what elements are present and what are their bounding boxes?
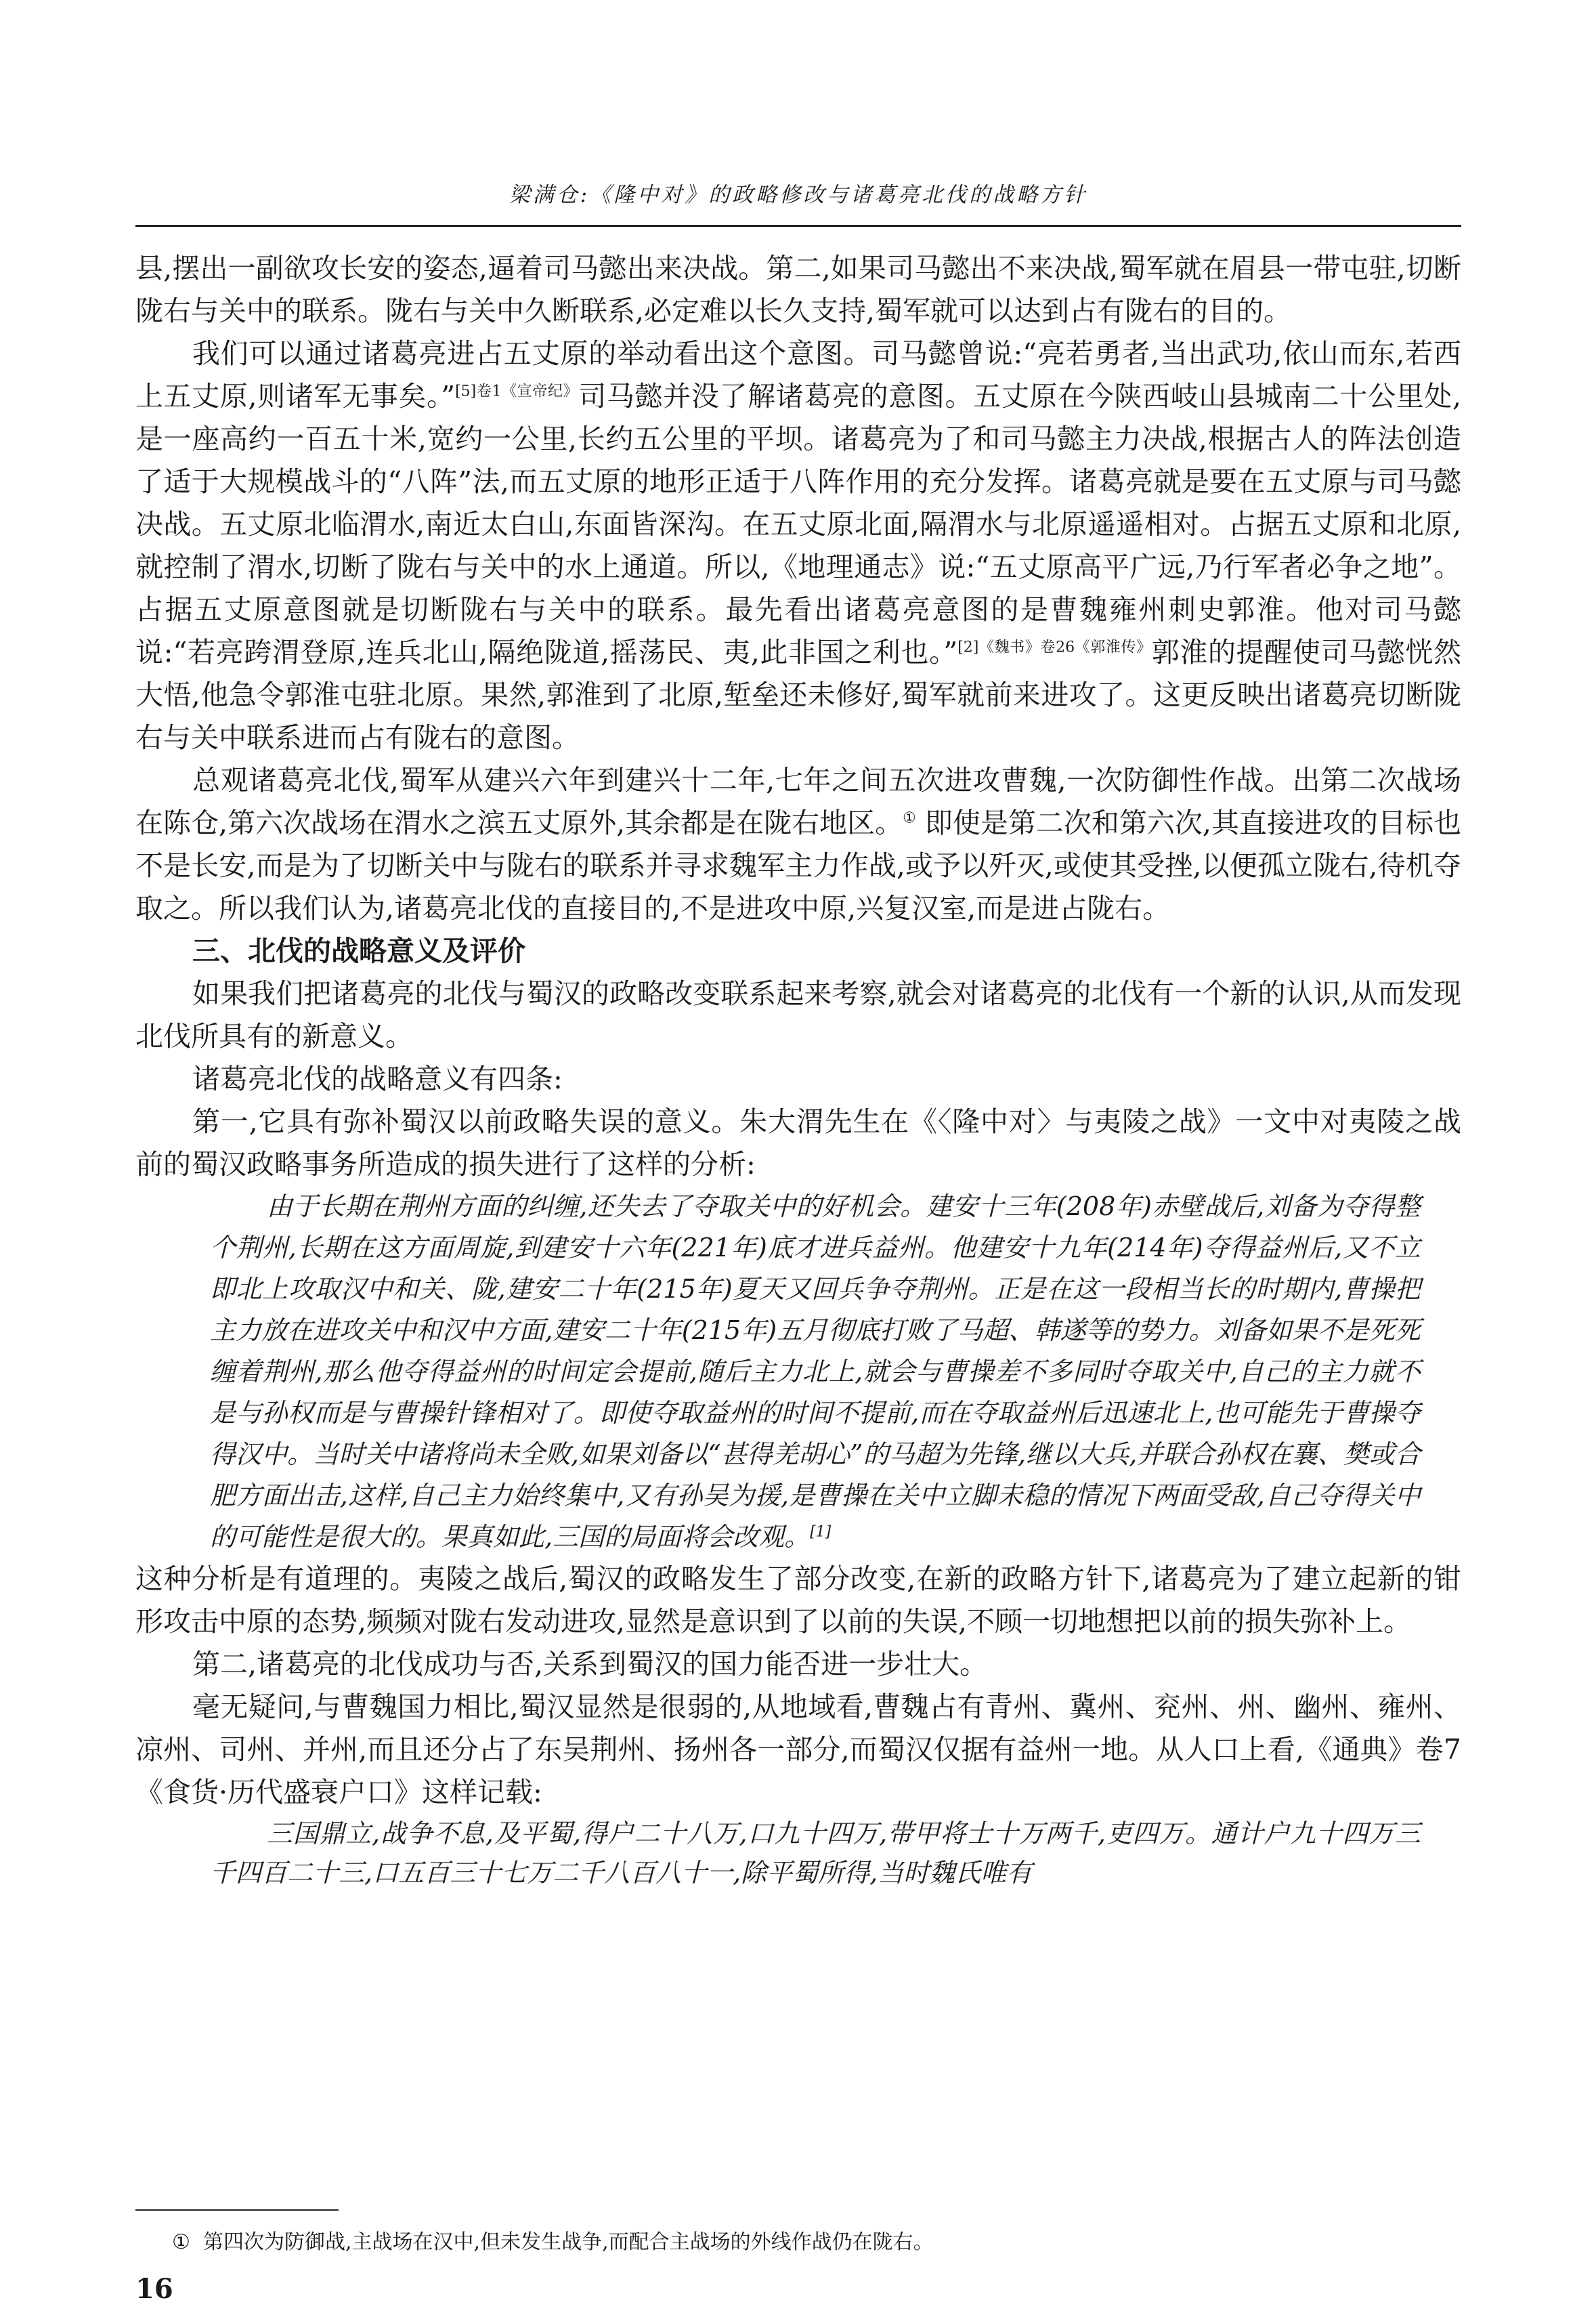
footnote-text: 第四次为防御战,主战场在汉中,但未发生战争,而配合主战场的外线作战仍在陇右。	[203, 2230, 934, 2254]
footnote-mark: ①	[172, 2230, 190, 2254]
paragraph-2-text-b: 司马懿并没了解诸葛亮的意图。五丈原在今陕西岐山县城南二十公里处,是一座高约一百五十米,宽约一公里,长约五公里的平坝。诸葛亮为了和司马懿主力决战,根据古人的阵法创造了适于大规模战斗的“八阵”法,而五丈原的地形正适于八阵作用的充分发挥。诸葛亮就是要在五丈原与司马懿决战。五丈原北临渭水,南近太白山,东面皆深沟。在五丈原北面,隔渭水与北原遥遥相对。占据五丈原和北原,就控制了渭水,切断了陇右与关中的水上通道。所以,《地理通志》说:“五丈原高平广远,乃行军者必争之地”。占据五丈原意图就是切断陇右与关中的联系。最先看出诸葛亮意图的是曹魏雍州刺史郭淮。他对司马懿说:“若亮跨渭登原,连兵北山,隔绝陇道,摇荡民、夷,此非国之利也。”	[135, 380, 1461, 668]
footnote-ref: ①	[903, 809, 916, 827]
paragraph-8: 第二,诸葛亮的北伐成功与否,关系到蜀汉的国力能否进一步壮大。	[192, 1648, 988, 1680]
paragraph-2-text-a: 我们可以通过诸葛亮进占五丈原的举动看出这个意图。司马懿曾说:“亮若勇者,当出武功,依山而东,若西上五丈原,则诸军无事矣。”	[135, 337, 1461, 412]
block-quote-1	[135, 1186, 1461, 1558]
paragraph-1: 县,摆出一副欲攻长安的姿态,逼着司马懿出来决战。第二,如果司马懿出不来决战,蜀军就在眉县一带屯驻,切断陇右与关中的联系。陇右与关中久断联系,必定难以长久支持,蜀军就可以达到占有陇右的目的。	[135, 252, 1461, 327]
citation-ref: [1]	[810, 1523, 832, 1541]
block-quote-1-text: 由于长期在荆州方面的纠缠,还失去了夺取关中的好机会。建安十三年(208年)赤壁战后,刘备为夺得整个荆州,长期在这方面周旋,到建安十六年(221年)底才进兵益州。他建安十九年(214年)夺得益州后,又不立即北上攻取汉中和关、陇,建安二十年(215年)夏天又回兵争夺荆州。正是在这一段相当长的时期内,曹操把主力放在进攻关中和汉中方面,建安二十年(215年)五月彻底打败了马超、韩遂等的势力。刘备如果不是死死缠着荆州,那么他夺得益州的时间定会提前,随后主力北上,就会与曹操差不多同时夺取关中,自己的主力就不是与孙权而是与曹操针锋相对了。即使夺取益州的时间不提前,而在夺取益州后迅速北上,也可能先于曹操夺得汉中。当时关中诸将尚未全败,如果刘备以“甚得羌胡心”的马超为先锋,继以大兵,并联合孙权在襄、樊或合肥方面出击,这样,自己主力始终集中,又有孙吴为援,是曹操在关中立脚未稳的情况下两面受敌,自己夺得关中的可能性是很大的。果真如此,三国的局面将会改观。	[210, 1191, 1421, 1552]
paragraph-3	[135, 759, 1461, 930]
paragraph-3-text-a: 总观诸葛亮北伐,蜀军从建兴六年到建兴十二年,七年之间五次进攻曹魏,一次防御性作战。出第二次战场在陈仓,第六次战场在渭水之滨五丈原外,其余都是在陇右地区。	[135, 764, 1461, 839]
footnote	[172, 2225, 1459, 2255]
citation-ref: [2]《魏书》卷26《郭淮传》	[957, 639, 1152, 656]
running-header: 梁满仓:《隆中对》的政略修改与诸葛亮北伐的战略方针	[509, 183, 1088, 207]
paragraph-6: 第一,它具有弥补蜀汉以前政略失误的意义。朱大渭先生在《〈隆中对〉与夷陵之战》一文中对夷陵之战前的蜀汉政略事务所造成的损失进行了这样的分析:	[135, 1105, 1461, 1181]
page-number: 16	[135, 2273, 173, 2305]
article-body	[135, 247, 1461, 1892]
header-rule	[135, 225, 1461, 227]
section-heading: 三、北伐的战略意义及评价	[192, 935, 525, 967]
paragraph-7: 这种分析是有道理的。夷陵之战后,蜀汉的政略发生了部分改变,在新的政略方针下,诸葛亮为了建立起新的钳形攻击中原的态势,频频对陇右发动进攻,显然是意识到了以前的失误,不顾一切地想把以前的损失弥补上。	[135, 1563, 1461, 1638]
block-quote-2: 三国鼎立,战争不息,及平蜀,得户二十八万,口九十四万,带甲将士十万两千,吏四万。通计户九十四万三千四百二十三,口五百三十七万二千八百八十一,除平蜀所得,当时魏氏唯有	[210, 1819, 1421, 1888]
paragraph-5: 诸葛亮北伐的战略意义有四条:	[192, 1063, 563, 1095]
citation-ref: [5]卷1《宣帝纪》	[455, 383, 579, 400]
paragraph-9: 毫无疑问,与曹魏国力相比,蜀汉显然是很弱的,从地域看,曹魏占有青州、冀州、兖州、州、幽州、雍州、凉州、司州、并州,而且还分占了东吴荆州、扬州各一部分,而蜀汉仅据有益州一地。从人口上看,《通典》卷7《食货·历代盛衰户口》这样记载:	[135, 1691, 1461, 1808]
footnote-rule	[135, 2209, 339, 2211]
paragraph-2	[135, 333, 1461, 759]
paragraph-4: 如果我们把诸葛亮的北伐与蜀汉的政略改变联系起来考察,就会对诸葛亮的北伐有一个新的认识,从而发现北伐所具有的新意义。	[135, 977, 1461, 1053]
paragraph-3-text-b: 即使是第二次和第六次,其直接进攻的目标也不是长安,而是为了切断关中与陇右的联系并寻求魏军主力作战,或予以歼灭,或使其受挫,以便孤立陇右,待机夺取之。所以我们认为,诸葛亮北伐的直接目的,不是进攻中原,兴复汉室,而是进占陇右。	[135, 807, 1461, 925]
paragraph-2-text-c: 郭淮的提醒使司马懿恍然大悟,他急令郭淮屯驻北原。果然,郭淮到了北原,堑垒还未修好,蜀军就前来进攻了。这更反映出诸葛亮切断陇右与关中联系进而占有陇右的意图。	[135, 636, 1461, 754]
